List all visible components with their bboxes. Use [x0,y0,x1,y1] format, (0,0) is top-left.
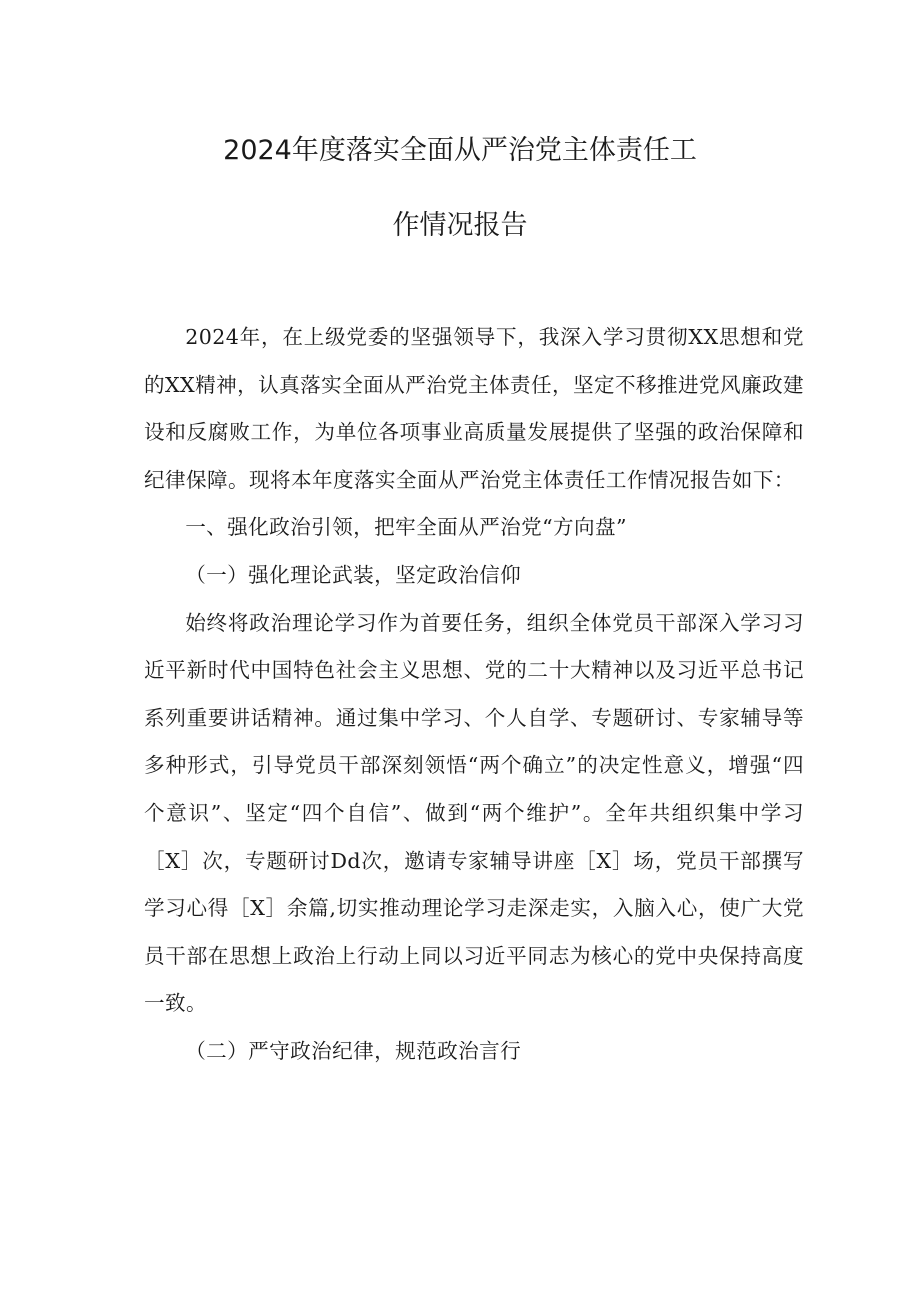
document-title-line-2: 作情况报告 [392,210,528,241]
document-body [144,314,804,1076]
section-heading-1: 一、强化政治引领，把牢全面从严治党“方向盘” [185,515,627,540]
subsection-heading-2: （二）严守政治纪律，规范政治言行 [185,1038,522,1063]
body-paragraph-1: 始终将政治理论学习作为首要任务，组织全体党员干部深入学习习近平新时代中国特色社会主义思想、党的二十大精神以及习近平总书记系列重要讲话精神。通过集中学习、个人自学、专题研讨、专家辅导等多种形式，引导党员干部深刻领悟“两个确立”的决定性意义，增强“四个意识”、坚定“四个自信”、做到“两个维护”。全年共组织集中学习［X］次，专题研讨Dd次，邀请专家辅导讲座［X］场，党员干部撰写学习心得［X］余篇,切实推动理论学习走深走实，入脑入心，使广大党员干部在思想上政治上行动上同以习近平同志为核心的党中央保持高度一致。 [144,610,804,1016]
intro-paragraph: 2024年，在上级党委的坚强领导下，我深入学习贯彻XX思想和党的XX精神，认真落实全面从严治党主体责任，坚定不移推进党风廉政建设和反腐败工作，为单位各项事业高质量发展提供了坚强的政治保障和纪律保障。现将本年度落实全面从严治党主体责任工作情况报告如下： [144,325,804,492]
subsection-heading-1: （一）强化理论武装，坚定政治信仰 [185,562,522,587]
document-title-line-1: 2024年度落实全面从严治党主体责任工 [223,135,697,166]
